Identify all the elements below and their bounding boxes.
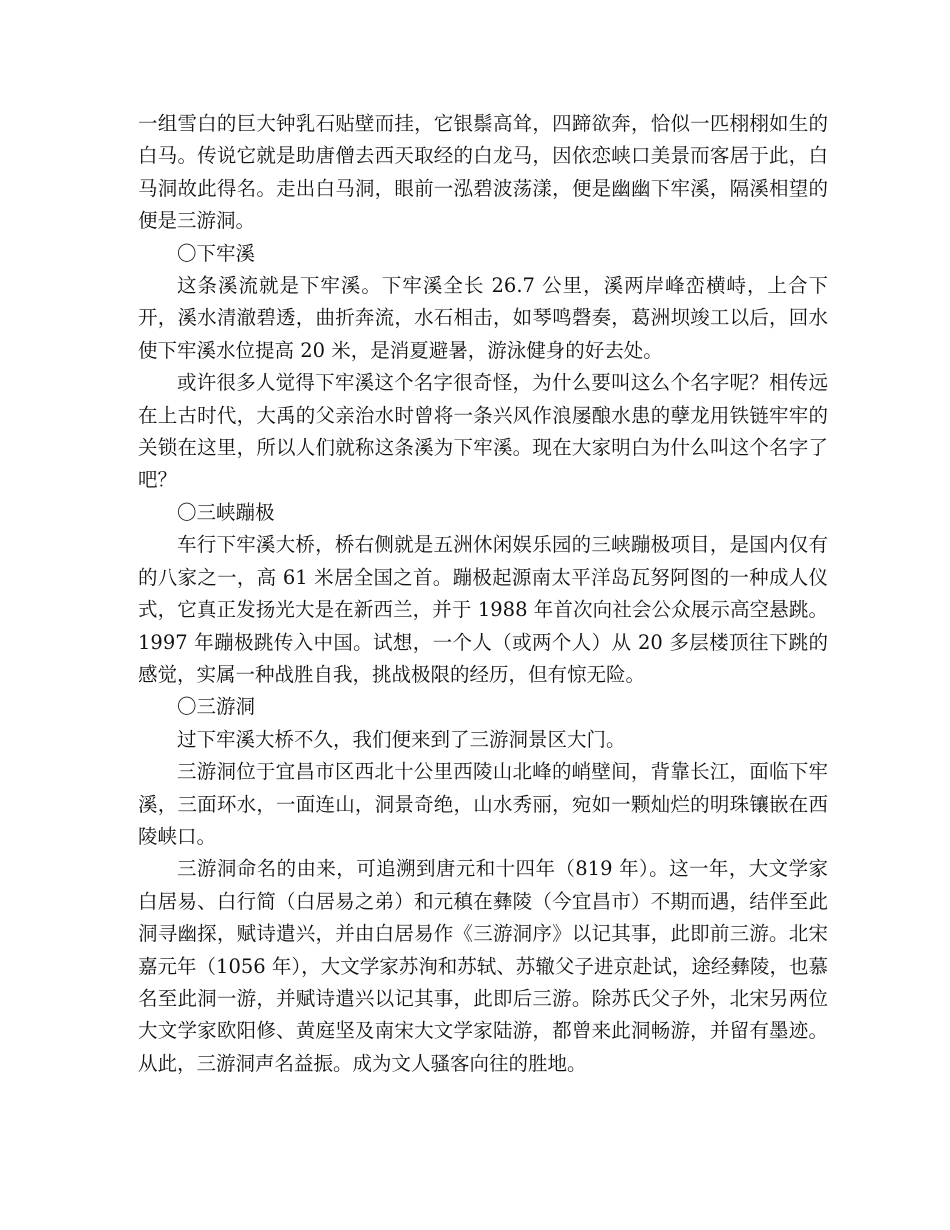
section-heading-xialaoxi: 〇下牢溪 <box>177 241 256 265</box>
document-body <box>138 108 828 1080</box>
paragraph-xialaoxi-name-origin: 或许很多人觉得下牢溪这个名字很奇怪，为什么要叫这么个名字呢？相传远在上古时代，大禹的父亲治水时曾将一条兴风作浪屡酿水患的孽龙用铁链牢牢的关锁在这里，所以人们就称这条溪为下牢溪。现在大家明白为什么叫这个名字了吧？ <box>138 371 828 492</box>
section-heading-bungee: 〇三峡蹦极 <box>177 500 275 524</box>
paragraph-xialaoxi-stream: 这条溪流就是下牢溪。下牢溪全长 26.7 公里，溪两岸峰峦横峙，上合下开，溪水清澈碧透，曲折奔流，水石相击，如琴鸣磬奏，葛洲坝竣工以后，回水使下牢溪水位提高 20 米，是消夏避暑，游泳健身的好去处。 <box>138 274 828 362</box>
paragraph-bailong-horse: 一组雪白的巨大钟乳石贴壁而挂，它银鬃高耸，四蹄欲奔，恰似一匹栩栩如生的白马。传说它就是助唐僧去西天取经的白龙马，因依恋峡口美景而客居于此，白马洞故此得名。走出白马洞，眼前一泓碧波荡漾，便是幽幽下牢溪，隔溪相望的便是三游洞。 <box>138 112 828 233</box>
section-heading-sanyoudong: 〇三游洞 <box>177 695 256 719</box>
paragraph-sanyoudong-history: 三游洞命名的由来，可追溯到唐元和十四年（819 年）。这一年，大文学家白居易、白行简（白居易之弟）和元稹在彝陵（今宜昌市）不期而遇，结伴至此洞寻幽探，赋诗遣兴，并由白居易作《三游洞序》以记其事，此即前三游。北宋嘉元年（1056 年），大文学家苏洵和苏轼、苏辙父子进京赴试，途经彝陵，也慕名至此洞一游，并赋诗遣兴以记其事，此即后三游。除苏氏父子外，北宋另两位大文学家欧阳修、黄庭坚及南宋大文学家陆游，都曾来此洞畅游，并留有墨迹。从此，三游洞声名益振。成为文人骚客向往的胜地。 <box>138 857 828 1075</box>
paragraph-sanyoudong-gate: 过下牢溪大桥不久，我们便来到了三游洞景区大门。 <box>177 727 626 751</box>
paragraph-bungee: 车行下牢溪大桥，桥右侧就是五洲休闲娱乐园的三峡蹦极项目，是国内仅有的八家之一，高 61 米居全国之首。蹦极起源南太平洋岛瓦努阿图的一种成人仪式，它真正发扬光大是在新西兰，并于 1988 年首次向社会公众展示高空悬跳。1997 年蹦极跳传入中国。试想，一个人（或两个人）从 20 多层楼顶往下跳的感觉，实属一种战胜自我，挑战极限的经历，但有惊无险。 <box>138 533 828 686</box>
paragraph-sanyoudong-location: 三游洞位于宜昌市区西北十公里西陵山北峰的峭壁间，背靠长江，面临下牢溪，三面环水，一面连山，洞景奇绝，山水秀丽，宛如一颗灿烂的明珠镶嵌在西陵峡口。 <box>138 760 828 848</box>
